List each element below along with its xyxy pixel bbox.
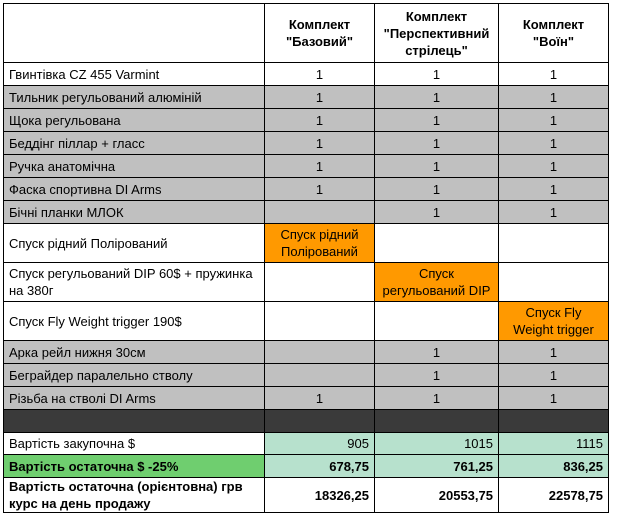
total-final-uah-perspective[interactable]: 20553,75 [375,478,499,513]
item-qty-basic[interactable]: 1 [265,86,375,109]
table-row [4,132,609,155]
total-purchase-warrior[interactable]: 1115 [499,433,609,455]
item-qty-basic[interactable]: 1 [265,109,375,132]
item-qty-warrior[interactable]: 1 [499,86,609,109]
item-qty-basic[interactable]: 1 [265,155,375,178]
item-label[interactable]: Гвинтівка CZ 455 Varmint [4,63,265,86]
total-label[interactable]: Вартість остаточна (орієнтовна) грв курс на день продажу [4,478,265,513]
extra-label[interactable]: Різьба на стволі DI Arms [4,387,265,410]
table-row-trigger [4,224,609,263]
separator-cell[interactable] [499,410,609,433]
table-row [4,387,609,410]
table-row-trigger [4,263,609,302]
separator-cell[interactable] [375,410,499,433]
separator-cell[interactable] [265,410,375,433]
total-final-usd-basic[interactable]: 678,75 [265,455,375,478]
extra-qty-basic[interactable] [265,341,375,364]
separator-row [4,410,609,433]
trigger-cell-warrior[interactable] [499,263,609,302]
header-row [4,4,609,63]
item-qty-perspective[interactable]: 1 [375,86,499,109]
total-label[interactable]: Вартість закупочна $ [4,433,265,455]
trigger-cell-perspective[interactable] [375,302,499,341]
table-row [4,109,609,132]
extra-qty-warrior[interactable]: 1 [499,341,609,364]
item-qty-perspective[interactable]: 1 [375,178,499,201]
extra-qty-warrior[interactable]: 1 [499,387,609,410]
item-qty-warrior[interactable]: 1 [499,201,609,224]
item-qty-basic[interactable]: 1 [265,178,375,201]
table-row [4,364,609,387]
item-label[interactable]: Беддінг піллар + гласс [4,132,265,155]
item-qty-perspective[interactable]: 1 [375,109,499,132]
table-row [4,155,609,178]
trigger-label[interactable]: Спуск Fly Weight trigger 190$ [4,302,265,341]
total-label[interactable]: Вартість остаточна $ -25% [4,455,265,478]
extra-qty-basic[interactable]: 1 [265,387,375,410]
separator-cell[interactable] [4,410,265,433]
header-corner-cell[interactable] [4,4,265,63]
item-qty-basic[interactable] [265,201,375,224]
extra-qty-warrior[interactable]: 1 [499,364,609,387]
item-qty-basic[interactable]: 1 [265,63,375,86]
total-final-usd-warrior[interactable]: 836,25 [499,455,609,478]
trigger-cell-basic[interactable]: Спуск рідний Полірований [265,224,375,263]
item-label[interactable]: Бічні планки МЛОК [4,201,265,224]
header-kit-basic[interactable]: Комплект "Базовий" [265,4,375,63]
total-final-uah-warrior[interactable]: 22578,75 [499,478,609,513]
trigger-label[interactable]: Спуск регульований DIP 60$ + пружинка на 380г [4,263,265,302]
item-label[interactable]: Тильник регульований алюміній [4,86,265,109]
trigger-cell-basic[interactable] [265,263,375,302]
total-row-purchase [4,433,609,455]
item-qty-warrior[interactable]: 1 [499,109,609,132]
trigger-cell-warrior[interactable]: Спуск Fly Weight trigger [499,302,609,341]
extra-label[interactable]: Арка рейл нижня 30см [4,341,265,364]
table-row [4,341,609,364]
item-qty-warrior[interactable]: 1 [499,178,609,201]
item-qty-perspective[interactable]: 1 [375,132,499,155]
extra-qty-basic[interactable] [265,364,375,387]
spreadsheet [3,3,609,513]
kits-table [3,3,609,513]
header-kit-warrior[interactable]: Комплект "Воїн" [499,4,609,63]
total-final-uah-basic[interactable]: 18326,25 [265,478,375,513]
total-purchase-perspective[interactable]: 1015 [375,433,499,455]
item-qty-perspective[interactable]: 1 [375,201,499,224]
trigger-cell-perspective[interactable] [375,224,499,263]
table-row [4,201,609,224]
item-label[interactable]: Щока регульована [4,109,265,132]
table-row-trigger [4,302,609,341]
total-row-final-usd [4,455,609,478]
extra-qty-perspective[interactable]: 1 [375,364,499,387]
table-row [4,86,609,109]
extra-qty-perspective[interactable]: 1 [375,341,499,364]
total-purchase-basic[interactable]: 905 [265,433,375,455]
item-qty-warrior[interactable]: 1 [499,132,609,155]
trigger-label[interactable]: Спуск рідний Полірований [4,224,265,263]
item-qty-perspective[interactable]: 1 [375,63,499,86]
item-qty-warrior[interactable]: 1 [499,63,609,86]
item-qty-perspective[interactable]: 1 [375,155,499,178]
trigger-cell-basic[interactable] [265,302,375,341]
trigger-cell-warrior[interactable] [499,224,609,263]
item-label[interactable]: Ручка анатомічна [4,155,265,178]
item-label[interactable]: Фаска спортивна DI Arms [4,178,265,201]
item-qty-basic[interactable]: 1 [265,132,375,155]
item-qty-warrior[interactable]: 1 [499,155,609,178]
extra-label[interactable]: Беграйдер паралельно стволу [4,364,265,387]
extra-qty-perspective[interactable]: 1 [375,387,499,410]
header-kit-perspective[interactable]: Комплект "Перспективний стрілець" [375,4,499,63]
trigger-cell-perspective[interactable]: Спуск регульований DIP [375,263,499,302]
table-row [4,178,609,201]
total-row-final-uah [4,478,609,513]
table-row [4,63,609,86]
total-final-usd-perspective[interactable]: 761,25 [375,455,499,478]
